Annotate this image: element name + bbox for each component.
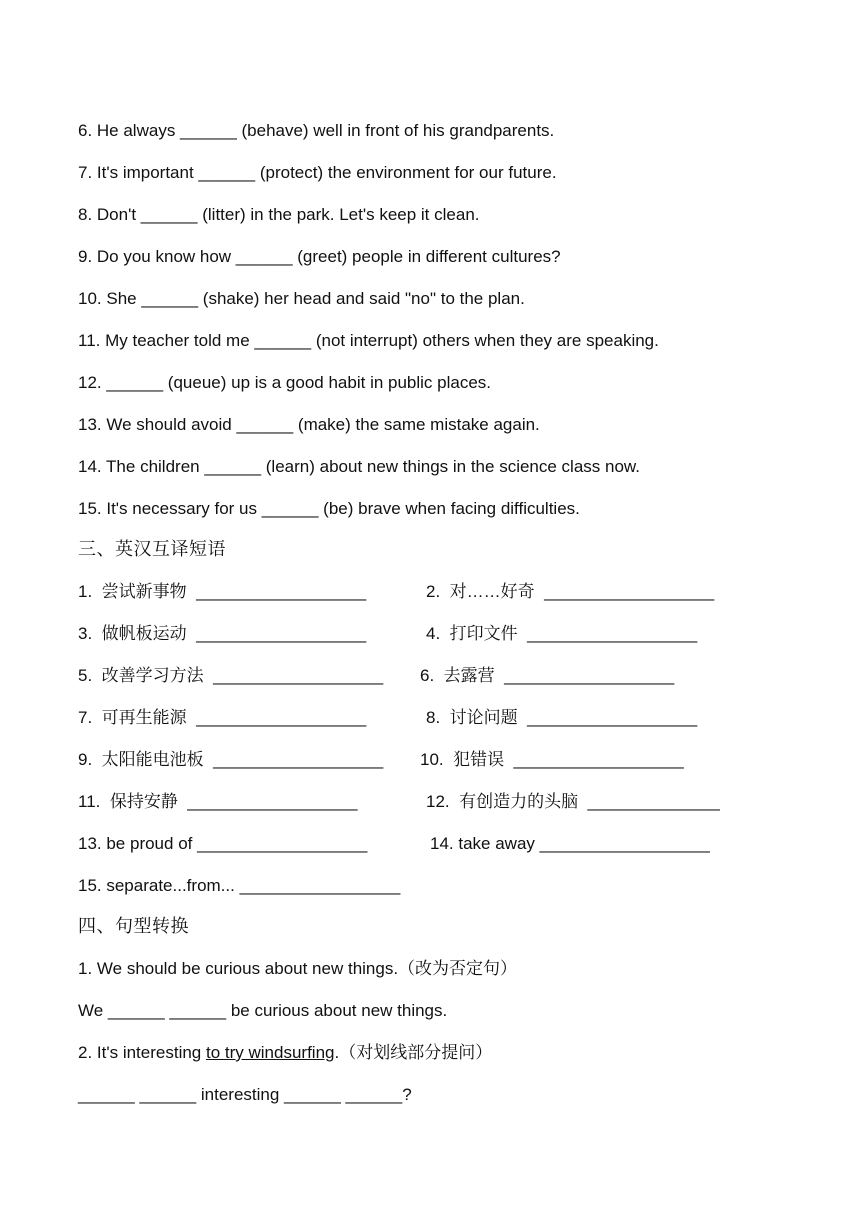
q2-underlined-phrase: to try windsurfing bbox=[205, 1043, 335, 1062]
fill-in-item-9: 9. Do you know how ______ (greet) people in different cultures? bbox=[78, 247, 561, 266]
fill-in-item-7: 7. It's important ______ (protect) the environment for our future. bbox=[78, 163, 557, 182]
phrase-7: 7. 可再生能源 __________________ bbox=[78, 708, 367, 727]
fill-in-item-11: 11. My teacher told me ______ (not interrupt) others when they are speaking. bbox=[78, 331, 659, 350]
fill-in-item-14: 14. The children ______ (learn) about new things in the science class now. bbox=[78, 457, 640, 476]
transform-answer-1: We ______ ______ be curious about new things. bbox=[78, 1001, 448, 1020]
fill-in-item-10: 10. She ______ (shake) her head and said "no" to the plan. bbox=[78, 289, 525, 308]
fill-in-item-6: 6. He always ______ (behave) well in front of his grandparents. bbox=[78, 121, 555, 140]
section3-heading: 三、英汉互译短语 bbox=[78, 539, 226, 560]
phrase-10: 10. 犯错误 __________________ bbox=[420, 750, 684, 769]
transform-question-1: 1. We should be curious about new things.（改为否定句） bbox=[78, 959, 518, 978]
phrase-4: 4. 打印文件 __________________ bbox=[426, 624, 698, 643]
fill-in-item-12: 12. ______ (queue) up is a good habit in public places. bbox=[78, 373, 492, 392]
transform-answer-2: ______ ______ interesting ______ ______? bbox=[78, 1085, 412, 1104]
phrase-15: 15. separate...from... _________________ bbox=[78, 876, 401, 895]
phrase-3: 3. 做帆板运动 __________________ bbox=[78, 624, 367, 643]
phrase-11: 11. 保持安静 __________________ bbox=[78, 792, 358, 811]
phrase-5: 5. 改善学习方法 __________________ bbox=[78, 666, 384, 685]
phrase-1: 1. 尝试新事物 __________________ bbox=[78, 582, 367, 601]
fill-in-item-15: 15. It's necessary for us ______ (be) brave when facing difficulties. bbox=[78, 499, 580, 518]
phrase-14: 14. take away __________________ bbox=[430, 834, 710, 853]
q2-suffix: .（对划线部分提问） bbox=[334, 1043, 493, 1062]
phrase-6: 6. 去露营 __________________ bbox=[420, 666, 675, 685]
transform-question-2 bbox=[78, 1042, 492, 1064]
phrase-12: 12. 有创造力的头脑 ______________ bbox=[426, 792, 720, 811]
phrase-2: 2. 对……好奇 __________________ bbox=[426, 582, 715, 601]
section4-heading: 四、句型转换 bbox=[78, 916, 189, 937]
phrase-13: 13. be proud of __________________ bbox=[78, 834, 368, 853]
fill-in-item-8: 8. Don't ______ (litter) in the park. Let's keep it clean. bbox=[78, 205, 480, 224]
fill-in-item-13: 13. We should avoid ______ (make) the same mistake again. bbox=[78, 415, 540, 434]
q2-prefix: 2. It's interesting bbox=[78, 1043, 206, 1062]
phrase-8: 8. 讨论问题 __________________ bbox=[426, 708, 698, 727]
phrase-9: 9. 太阳能电池板 __________________ bbox=[78, 750, 384, 769]
